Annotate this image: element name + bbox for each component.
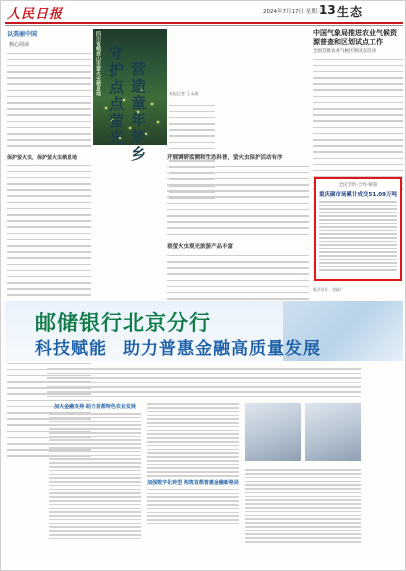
photo-caption: 四川省峨眉山市萤火虫栖息地	[95, 31, 101, 96]
ad-banner	[5, 301, 403, 361]
core-reading-label: 核心阅读	[9, 42, 30, 48]
ad-column-3	[245, 467, 361, 565]
article-text-1	[167, 164, 309, 238]
ad-photo-2	[305, 403, 361, 461]
masthead	[1, 1, 406, 23]
banner-subtitle-2: 助力普惠金融高质量发展	[123, 339, 321, 359]
layout-credit: 版式设计：刘福广	[313, 287, 344, 292]
column-label: 以美丽中国	[7, 31, 38, 38]
feature-title-2: 营造童年梦乡	[129, 61, 147, 163]
masthead-rule	[5, 22, 403, 24]
feature-title-1: 守护点点萤光	[107, 45, 125, 147]
ad-column-1	[49, 401, 141, 567]
left-subhead: 保护萤火虫，保护萤火虫栖息地	[7, 155, 78, 161]
page-number: 13	[319, 3, 336, 17]
article-body	[167, 149, 309, 297]
masthead-rule-thin	[5, 25, 403, 26]
ad-column-2	[147, 401, 239, 567]
ad-subhead-1: 加大金融支持 助力首都特色农业发展	[54, 404, 136, 410]
left-column	[7, 29, 91, 297]
highlight-kicker: 全民节约·合作·统筹	[338, 183, 378, 188]
highlight-title: 重庆碳市场累计成交51.09万吨	[319, 192, 397, 198]
right-subheadline: 全国首批农业气候区划试点启动	[313, 49, 376, 54]
banner-title: 邮储银行北京分行	[35, 311, 211, 335]
banner-subtitle-1: 科技赋能	[35, 339, 107, 359]
article-subhead-2: 看萤火虫观光旅游产品丰富	[167, 244, 234, 251]
ad-body	[5, 401, 403, 567]
right-text-block	[313, 57, 403, 193]
newspaper-logo: 人民日报	[7, 7, 64, 22]
highlighted-article[interactable]	[314, 177, 402, 281]
byline: 本报记者 王永战	[169, 91, 199, 96]
left-text-block	[7, 51, 91, 150]
ad-lead-text	[47, 365, 361, 400]
issue-date: 2024年7月17日 星期三	[263, 9, 323, 15]
article-subhead-1: 开展调研监测和生态科普，萤火虫保护活动有序	[167, 155, 283, 161]
right-headline: 中国气象局推进农业气候资源普查和区划试点工作	[313, 29, 397, 46]
ad-photo-1	[245, 403, 301, 461]
ad-subhead-2: 加强数字化转型 构筑首都普惠金融新格局	[147, 479, 239, 486]
section-name: 生态	[337, 5, 364, 19]
